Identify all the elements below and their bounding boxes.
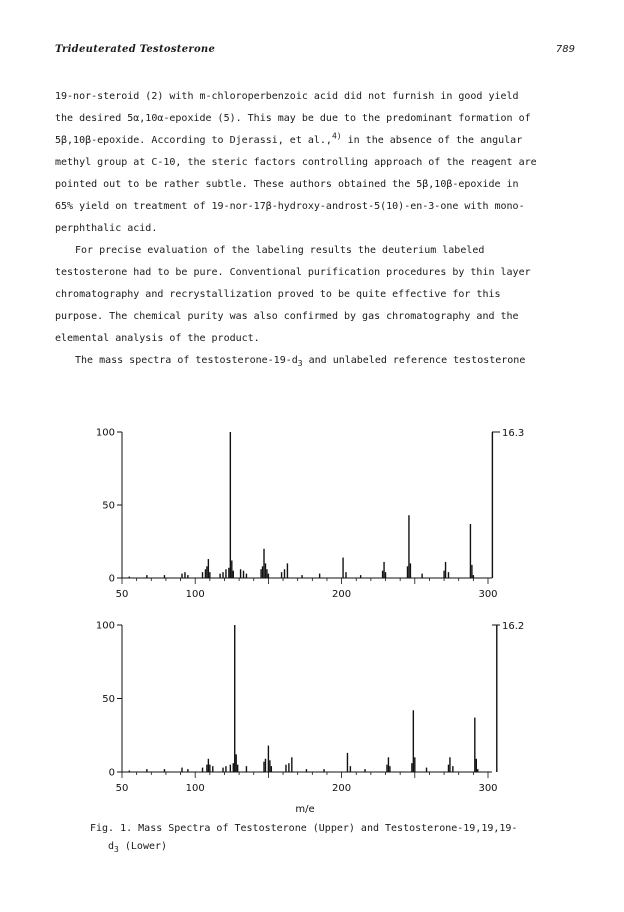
right-axis-label: 16.3	[502, 428, 525, 439]
x-tick-label: 300	[478, 783, 498, 794]
spectrum-panel-2	[96, 621, 524, 816]
text-line: 5β,10β-epoxide. According to Djerassi, et al.,$^{4)}$ in the absence of the angular	[55, 131, 523, 146]
x-tick-label: 200	[332, 783, 352, 794]
caption-line: $d_3$ (Lower)	[108, 841, 168, 854]
x-tick-label: 300	[478, 589, 498, 600]
text-line: 19-nor-steroid (2) with m-chloroperbenzoic acid did not furnish in good yield	[55, 91, 519, 102]
text-line: testosterone had to be pure. Conventional purification procedures by thin layer	[55, 267, 531, 278]
caption-line: Fig. 1. Mass Spectra of Testosterone (Upper) and Testosterone-19,19,19-	[90, 823, 518, 834]
x-tick-label: 100	[185, 783, 205, 794]
text-line: pointed out to be rather subtle. These authors obtained the 5β,10β-epoxide in	[55, 179, 519, 190]
text-line: For precise evaluation of the labeling results the deuterium labeled	[75, 245, 485, 256]
y-tick-label: 100	[95, 427, 115, 439]
subscript: 3	[297, 359, 303, 368]
x-tick-label: 100	[185, 589, 205, 600]
y-tick-label: 0	[108, 573, 115, 585]
right-axis-label: 16.2	[502, 621, 525, 632]
text-line: purpose. The chemical purity was also confirmed by gas chromatography and the	[55, 311, 519, 322]
reference-superscript: 4)	[331, 131, 342, 141]
page-header	[55, 44, 575, 58]
y-tick-label: 0	[108, 767, 115, 779]
text-line: The mass spectra of testosterone-$19-d_3$ and unlabeled reference testosterone	[75, 355, 526, 368]
x-tick-label: 50	[115, 783, 129, 794]
page-number: 789	[555, 44, 575, 55]
text-line: methyl group at C-10, the steric factors controlling approach of the reagent are	[55, 157, 537, 168]
y-tick-label: 50	[102, 694, 115, 705]
running-title: Trideuterated Testosterone	[55, 44, 216, 55]
text-line: the desired 5α,10α-epoxide (5). This may be due to the predominant formation of	[55, 113, 531, 124]
text-line: elemental analysis of the product.	[55, 333, 260, 344]
spectrum-panel-1	[96, 428, 524, 601]
x-axis-title: m/e	[295, 804, 315, 815]
mass-spectra-figure	[0, 420, 624, 830]
figure-caption	[90, 820, 570, 856]
y-tick-label: 100	[95, 620, 115, 632]
text-line: perphthalic acid.	[55, 223, 158, 234]
y-tick-label: 50	[102, 500, 115, 512]
x-tick-label: 50	[115, 589, 129, 600]
x-tick-label: 200	[332, 589, 352, 600]
text-line: 65% yield on treatment of 19-nor-17β-hydroxy-androst-5(10)-en-3-one with mono-	[55, 201, 525, 212]
body-text	[55, 86, 575, 372]
text-line: chromatography and recrystallization proved to be quite effective for this	[55, 289, 501, 300]
